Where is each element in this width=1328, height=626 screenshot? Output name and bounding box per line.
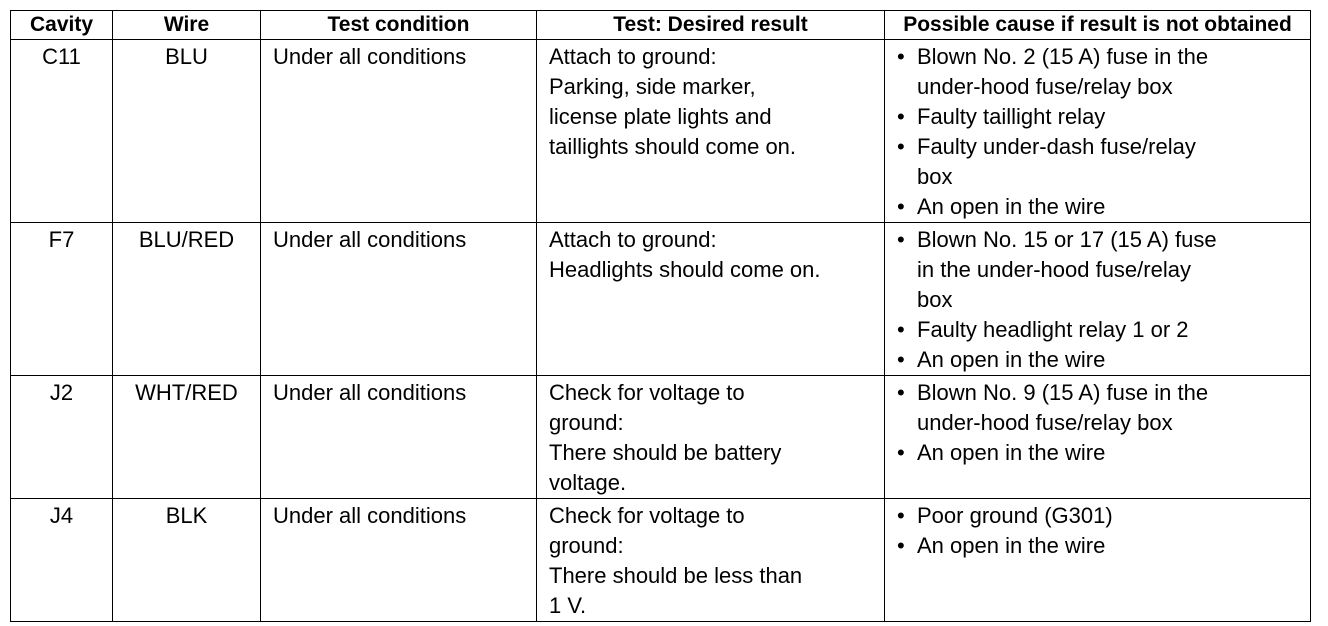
cause-item [891,132,1304,192]
test-condition-cell: Under all conditions [261,40,537,223]
cause-line: in the under-hood fuse/relay [917,257,1191,282]
cause-line: under-hood fuse/relay box [917,74,1173,99]
cavity-cell: C11 [11,40,113,223]
result-line: Headlights should come on. [549,257,821,282]
cause-item [891,345,1304,375]
test-condition-cell: Under all conditions [261,499,537,622]
possible-cause-cell [885,376,1311,499]
result-line: Check for voltage to [549,503,745,528]
result-line: voltage. [549,470,627,495]
result-line: There should be battery [549,440,782,465]
cause-line: • Poor ground (G301) [917,503,1113,528]
result-line: Attach to ground: [549,227,717,252]
desired-result-cell [537,223,885,376]
desired-result-cell [537,499,885,622]
result-line: Attach to ground: [549,44,717,69]
cause-item [891,42,1304,102]
cause-line: • Faulty under-dash fuse/relay [917,134,1196,159]
result-line: Check for voltage to [549,380,745,405]
result-line: There should be less than [549,563,803,588]
cause-item [891,225,1304,315]
cause-item [891,531,1304,561]
cause-line: • An open in the wire [917,194,1106,219]
cause-line: • An open in the wire [917,440,1106,465]
table-row [11,376,1311,499]
result-line: ground: [549,533,624,558]
cause-line: • Faulty taillight relay [917,104,1106,129]
cavity-cell: J4 [11,499,113,622]
header-wire: Wire [113,11,261,40]
cause-item [891,315,1304,345]
cause-list [891,501,1304,561]
cause-list [891,378,1304,468]
wire-cell: BLK [113,499,261,622]
cavity-cell: F7 [11,223,113,376]
table-row [11,40,1311,223]
header-cavity: Cavity [11,11,113,40]
test-condition-cell: Under all conditions [261,223,537,376]
wire-cell: BLU [113,40,261,223]
cavity-cell: J2 [11,376,113,499]
cause-item [891,192,1304,222]
cause-item [891,378,1304,438]
test-condition-cell: Under all conditions [261,376,537,499]
cause-item [891,438,1304,468]
table-row [11,223,1311,376]
result-line: 1 V. [549,593,587,618]
cause-list [891,42,1304,222]
cause-line: box [917,164,953,189]
cause-line: • Blown No. 2 (15 A) fuse in the [917,44,1209,69]
cause-item [891,501,1304,531]
possible-cause-cell [885,223,1311,376]
cause-line: • An open in the wire [917,533,1106,558]
desired-result-cell [537,376,885,499]
cause-list [891,225,1304,375]
possible-cause-cell [885,499,1311,622]
header-row [11,11,1311,40]
result-line: Parking, side marker, [549,74,756,99]
header-test-condition: Test condition [261,11,537,40]
cause-item [891,102,1304,132]
header-possible-cause: Possible cause if result is not obtained [885,11,1311,40]
table-row [11,499,1311,622]
result-line: taillights should come on. [549,134,797,159]
possible-cause-cell [885,40,1311,223]
test-table [10,10,1311,622]
cause-line: • Blown No. 15 or 17 (15 A) fuse [917,227,1217,252]
wire-cell: BLU/RED [113,223,261,376]
cause-line: box [917,287,953,312]
cause-line: • An open in the wire [917,347,1106,372]
cause-line: under-hood fuse/relay box [917,410,1173,435]
desired-result-cell [537,40,885,223]
header-desired-result: Test: Desired result [537,11,885,40]
cause-line: • Faulty headlight relay 1 or 2 [917,317,1189,342]
cause-line: • Blown No. 9 (15 A) fuse in the [917,380,1209,405]
result-line: ground: [549,410,624,435]
wire-cell: WHT/RED [113,376,261,499]
result-line: license plate lights and [549,104,772,129]
